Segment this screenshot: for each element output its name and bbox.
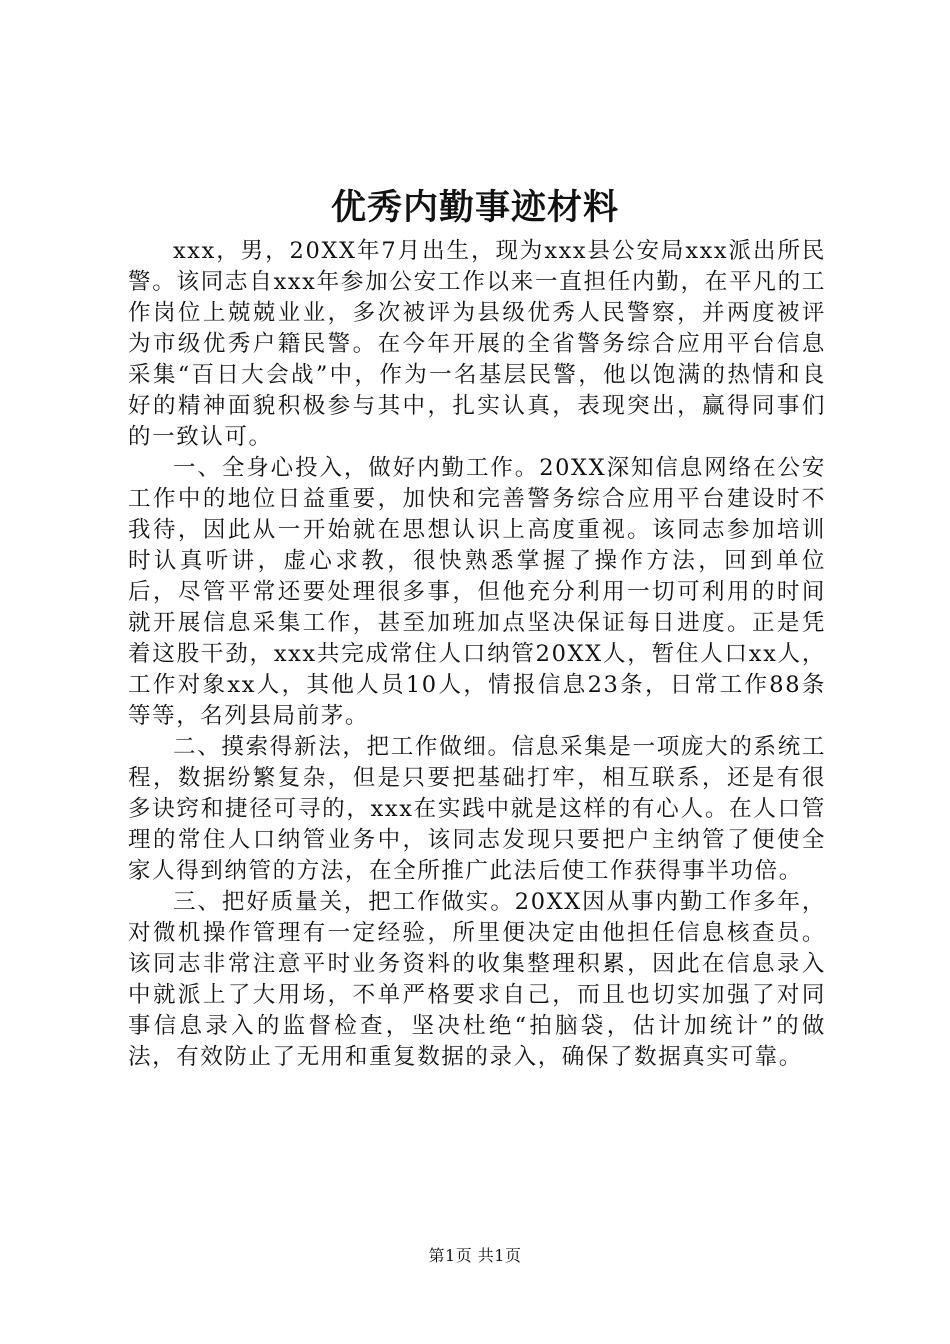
paragraph-section-2: 二、摸索得新法，把工作做细。信息采集是一项庞大的系统工程，数据纷繁复杂，但是只要把基础打牢，相互联系，还是有很多诀窍和捷径可寻的，xxx在实践中就是这样的有心人。在人口管理的常住人口纳管业务中，该同志发现只要把户主纳管了便使全家人得到纳管的方法，在全所推广此法后使工作获得事半功倍。: [128, 734, 826, 884]
document-body: [128, 236, 826, 1073]
paragraph-intro: xxx，男，20XX年7月出生，现为xxx县公安局xxx派出所民警。该同志自xxx年参加公安工作以来一直担任内勤，在平凡的工作岗位上兢兢业业，多次被评为县级优秀人民警察，并两度被评为市级优秀户籍民警。在今年开展的全省警务综合应用平台信息采集“百日大会战”中，作为一名基层民警，他以饱满的热情和良好的精神面貌积极参与其中，扎实认真，表现突出，赢得同事们的一致认可。: [128, 238, 826, 450]
page-number-footer: 第1页 共1页: [428, 1246, 522, 1265]
paragraph-section-3: 三、把好质量关，把工作做实。20XX因从事内勤工作多年，对微机操作管理有一定经验，所里便决定由他担任信息核查员。该同志非常注意平时业务资料的收集整理积累，因此在信息录入中就派上了大用场，不单严格要求自己，而且也切实加强了对同事信息录入的监督检查，坚决杜绝“拍脑袋，估计加统计”的做法，有效防止了无用和重复数据的录入，确保了数据真实可靠。: [128, 889, 826, 1070]
document-title: 优秀内勤事迹材料: [330, 187, 619, 228]
paragraph-section-1: 一、全身心投入，做好内勤工作。20XX深知信息网络在公安工作中的地位日益重要，加快和完善警务综合应用平台建设时不我待，因此从一开始就在思想认识上高度重视。该同志参加培训时认真听讲，虚心求教，很快熟悉掌握了操作方法，回到单位后，尽管平常还要处理很多事，但他充分利用一切可利用的时间就开展信息采集工作，甚至加班加点坚决保证每日进度。正是凭着这股干劲，xxx共完成常住人口纳管20XX人，暂住人口xx人，工作对象xx人，其他人员10人，情报信息23条，日常工作88条等等，名列县局前茅。: [128, 455, 826, 729]
